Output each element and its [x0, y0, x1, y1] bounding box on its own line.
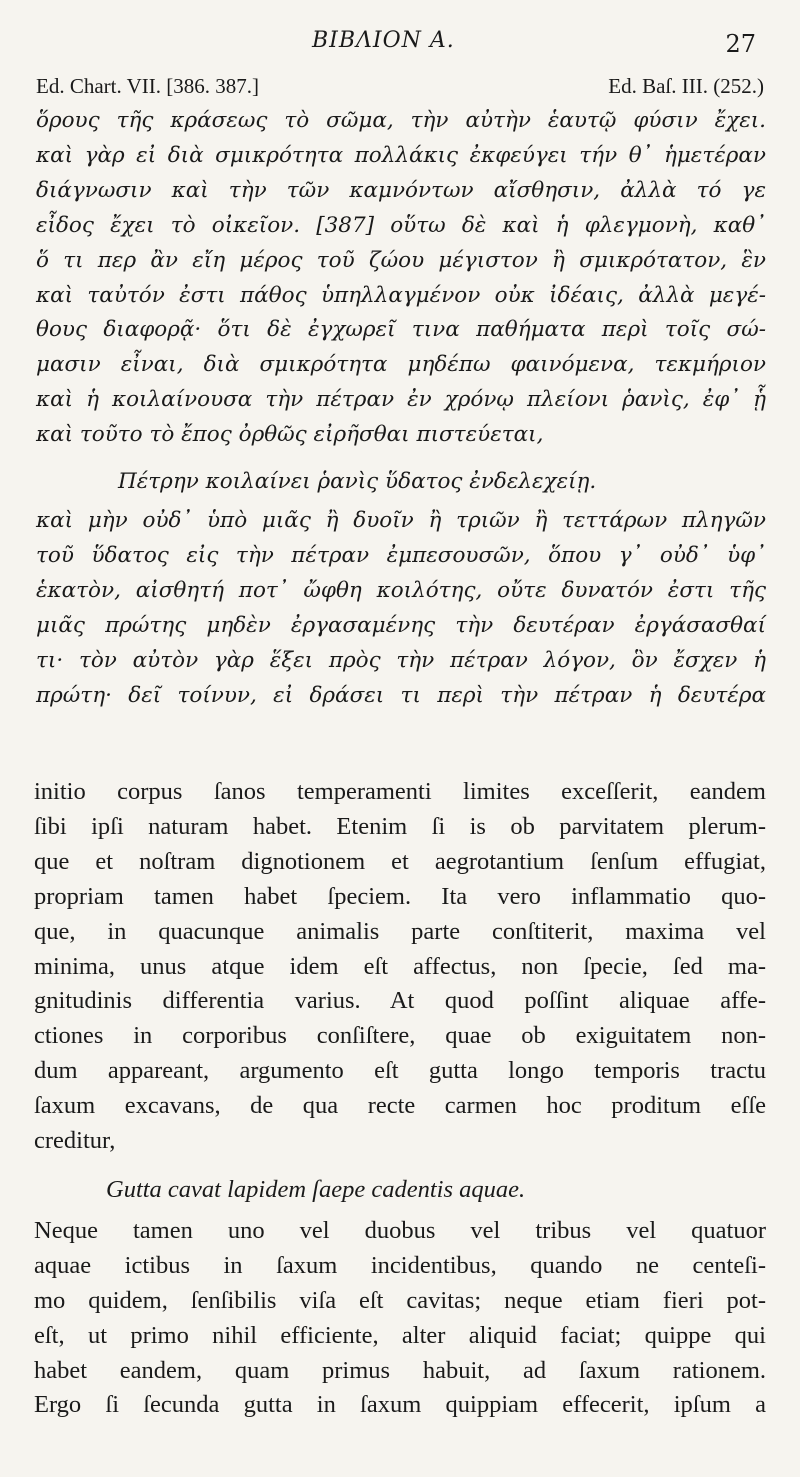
latin-line: ſaxum excavans, de qua recte carmen hoc proditum eſſe	[34, 1092, 766, 1120]
greek-line: θους διαφορᾷ· ὅτι δὲ ἐγχωρεῖ τινα παθήματα περὶ τοῖς σώ-	[36, 317, 766, 343]
greek-line: τοῦ ὕδατος εἰς τὴν πέτραν ἐμπεσουσῶν, ὅπου γ᾽ οὐδ᾽ ὑφ᾽	[36, 542, 766, 568]
latin-line: gnitudinis differentia varius. At quod poſſint aliquae affe-	[34, 987, 766, 1015]
page-number: 27	[725, 30, 756, 58]
latin-line: minima, unus atque idem eſt affectus, non ſpecie, ſed ma-	[34, 952, 766, 980]
latin-line: dum appareant, argumento eſt gutta longo temporis tractu	[34, 1057, 766, 1085]
greek-line: καὶ ἡ κοιλαίνουσα τὴν πέτραν ἐν χρόνῳ πλείονι ῥανὶς, ἐφ᾽ ᾗ	[36, 387, 766, 413]
edition-references	[36, 74, 764, 102]
greek-line: πρώτη· δεῖ τοίνυν, εἰ δράσει τι περὶ τὴν πέτραν ἡ δευτέρα	[36, 682, 766, 708]
greek-line: μιᾶς πρώτης μηδὲν ἐργασαμένης τὴν δευτέραν ἐργάσασθαί	[36, 612, 766, 638]
latin-line: mo quidem, ſenſibilis viſa eſt cavitas; neque etiam fieri pot-	[34, 1286, 766, 1314]
greek-verse-quote: Πέτρην κοιλαίνει ῥανὶς ὕδατος ἐνδελεχείῃ.	[118, 469, 597, 495]
latin-line: eſt, ut primo nihil efficiente, alter aliquid faciat; quippe qui	[34, 1321, 766, 1349]
latin-line: propriam tamen habet ſpeciem. Ita vero inflammatio quo-	[34, 882, 766, 910]
latin-line: habet eandem, quam primus habuit, ad ſaxum rationem.	[34, 1356, 766, 1384]
edition-chartier-reference: Ed. Chart. VII. [386. 387.]	[36, 74, 259, 98]
greek-line: μασιν εἶναι, διὰ σμικρότητα μηδέπω φαινόμενα, τεκμήριον	[36, 352, 766, 378]
latin-line: initio corpus ſanos temperamenti limites exceſſerit, eandem	[34, 778, 766, 805]
latin-line: Ergo ſi ſecunda gutta in ſaxum quippiam effecerit, ipſum a	[34, 1391, 766, 1419]
greek-line: διάγνωσιν καὶ τὴν τῶν καμνόντων αἴσθησιν, ἀλλὰ τό γε	[36, 177, 766, 203]
latin-line: ctiones in corporibus conſiſtere, quae ob exiguitatem non-	[34, 1022, 766, 1050]
greek-line: καὶ γὰρ εἰ διὰ σμικρότητα πολλάκις ἐκφεύγει τήν θ᾽ ἡμετέραν	[36, 142, 766, 168]
book-title: ΒΙΒΛΙΟΝ Α.	[312, 28, 455, 53]
latin-line: creditur,	[34, 1127, 116, 1155]
greek-line: εἶδος ἔχει τὸ οἰκεῖον. [387] οὕτω δὲ καὶ ἡ φλεγμονὴ, καθ᾽	[36, 212, 766, 238]
latin-line: aquae ictibus in ſaxum incidentibus, quando ne centeſi-	[34, 1251, 766, 1279]
latin-verse-quote: Gutta cavat lapidem ſaepe cadentis aquae.	[106, 1175, 526, 1203]
running-head	[0, 28, 800, 64]
greek-line: τι· τὸν αὐτὸν γὰρ ἕξει πρὸς τὴν πέτραν λόγον, ὃν ἔσχεν ἡ	[36, 647, 766, 673]
latin-line: ſibi ipſi naturam habet. Etenim ſi is ob parvitatem plerum-	[34, 812, 766, 840]
latin-line: que et noſtram dignotionem et aegrotantium ſenſum effugiat,	[34, 847, 766, 875]
greek-line: καὶ μὴν οὐδ᾽ ὑπὸ μιᾶς ἢ δυοῖν ἢ τριῶν ἢ τεττάρων πληγῶν	[36, 507, 766, 533]
greek-line: ὅ τι περ ἂν εἴη μέρος τοῦ ζώου μέγιστον ἢ σμικρότατον, ἓν	[36, 247, 766, 273]
latin-line: que, in quacunque animalis parte conſtiterit, maxima vel	[34, 917, 766, 945]
latin-text-block	[34, 775, 766, 1423]
greek-line: ἑκατὸν, αἰσθητή ποτ᾽ ὤφθη κοιλότης, οὔτε δυνατόν ἐστι τῆς	[36, 577, 766, 603]
greek-line: ὅρους τῆς κράσεως τὸ σῶμα, τὴν αὐτὴν ἑαυτῷ φύσιν ἔχει.	[36, 108, 766, 133]
greek-line: καὶ τοῦτο τὸ ἔπος ὀρθῶς εἰρῆσθαι πιστεύεται,	[36, 422, 544, 448]
greek-line: καὶ ταὐτόν ἐστι πάθος ὑπηλλαγμένον οὐκ ἰδέαις, ἀλλὰ μεγέ-	[36, 282, 766, 308]
greek-text-block	[36, 104, 766, 713]
latin-line: Neque tamen uno vel duobus vel tribus vel quatuor	[34, 1216, 766, 1244]
edition-basel-reference: Ed. Baſ. III. (252.)	[608, 74, 764, 98]
